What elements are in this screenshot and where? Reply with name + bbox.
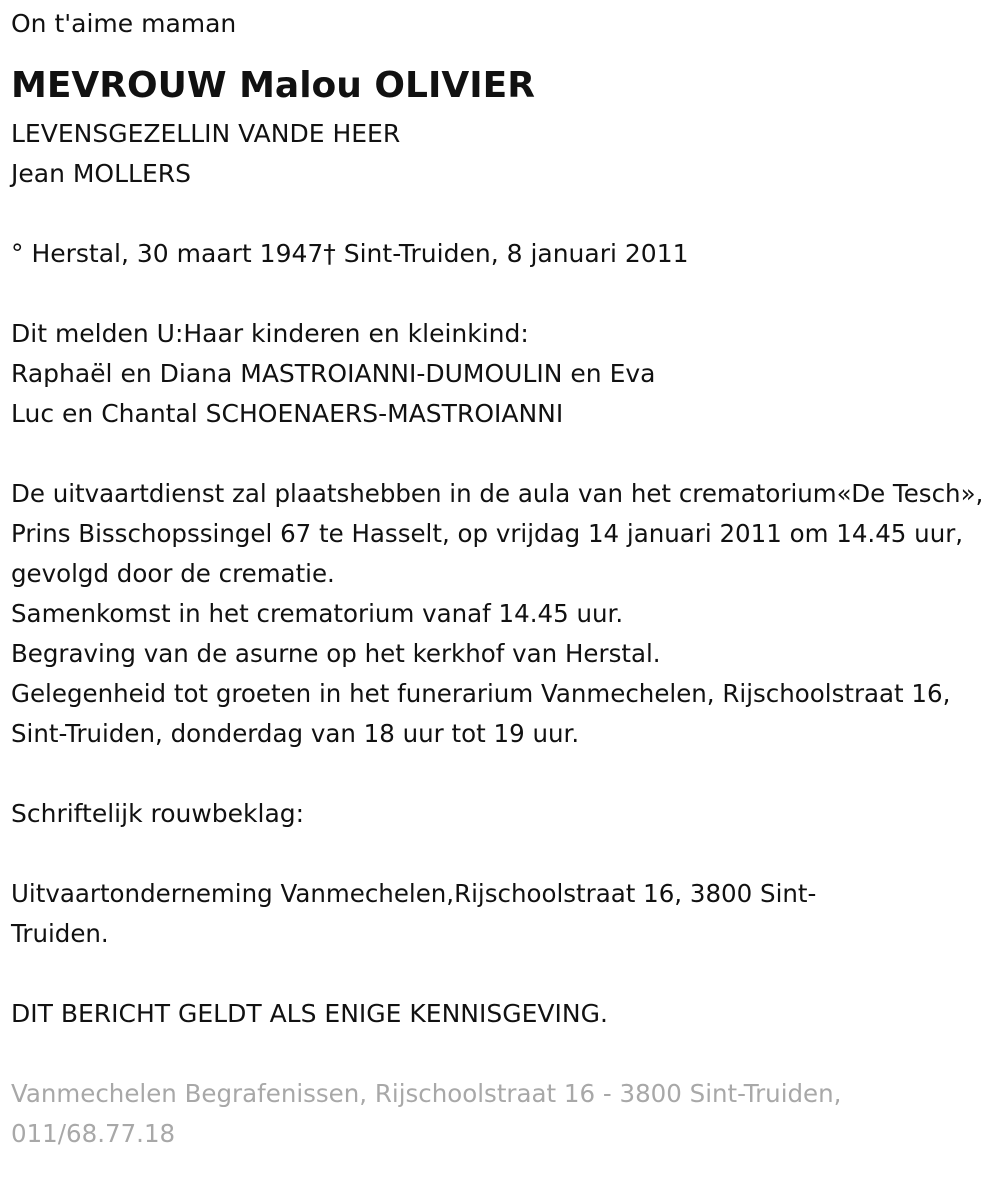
cross-icon: † xyxy=(323,239,336,268)
obituary-notice xyxy=(11,4,996,1154)
notice-line: DIT BERICHT GELDT ALS ENIGE KENNISGEVING. xyxy=(11,999,608,1028)
death-info: Sint-Truiden, 8 januari 2011 xyxy=(335,239,689,268)
viewing-paragraph: Gelegenheid tot groeten in het funerarium Vanmechelen, Rijschoolstraat 16, Sint-Truiden, donderdag van 18 uur tot 19 uur. xyxy=(11,679,951,748)
relation-line: LEVENSGEZELLIN VANDE HEER xyxy=(11,119,401,148)
announcers-intro: Dit melden U:Haar kinderen en kleinkind: xyxy=(11,319,529,348)
dates-line xyxy=(11,234,996,274)
family-line: Luc en Chantal SCHOENAERS-MASTROIANNI xyxy=(11,399,564,428)
condolences-label: Schriftelijk rouwbeklag: xyxy=(11,799,305,828)
family-line: Raphaël en Diana MASTROIANNI-DUMOULIN en Eva xyxy=(11,359,656,388)
partner-name: Jean MOLLERS xyxy=(11,159,192,188)
spacer xyxy=(11,434,996,474)
birth-info: ° Herstal, 30 maart 1947 xyxy=(11,239,324,268)
funeral-home-footer: Vanmechelen Begrafenissen, Rijschoolstraat 16 - 3800 Sint-Truiden, 011/68.77.18 xyxy=(11,1079,842,1148)
spacer xyxy=(11,754,996,794)
spacer xyxy=(11,194,996,234)
spacer xyxy=(11,954,996,994)
spacer xyxy=(11,1034,996,1074)
deceased-name: MEVROUW Malou OLIVIER xyxy=(11,65,535,106)
service-paragraph: De uitvaartdienst zal plaatshebben in de aula van het crematorium«De Tesch», Prins Bisschopssingel 67 te Hasselt, op vrijdag 14 januari 2011 om 14.45 uur, gevolgd door de crematie. xyxy=(11,479,984,588)
gathering-paragraph: Samenkomst in het crematorium vanaf 14.45 uur. xyxy=(11,599,624,628)
spacer xyxy=(11,274,996,314)
intro-line: On t'aime maman xyxy=(11,9,237,38)
burial-paragraph: Begraving van de asurne op het kerkhof van Herstal. xyxy=(11,639,661,668)
condolences-address: Uitvaartonderneming Vanmechelen,Rijschoolstraat 16, 3800 Sint-Truiden. xyxy=(11,879,817,948)
spacer xyxy=(11,834,996,874)
